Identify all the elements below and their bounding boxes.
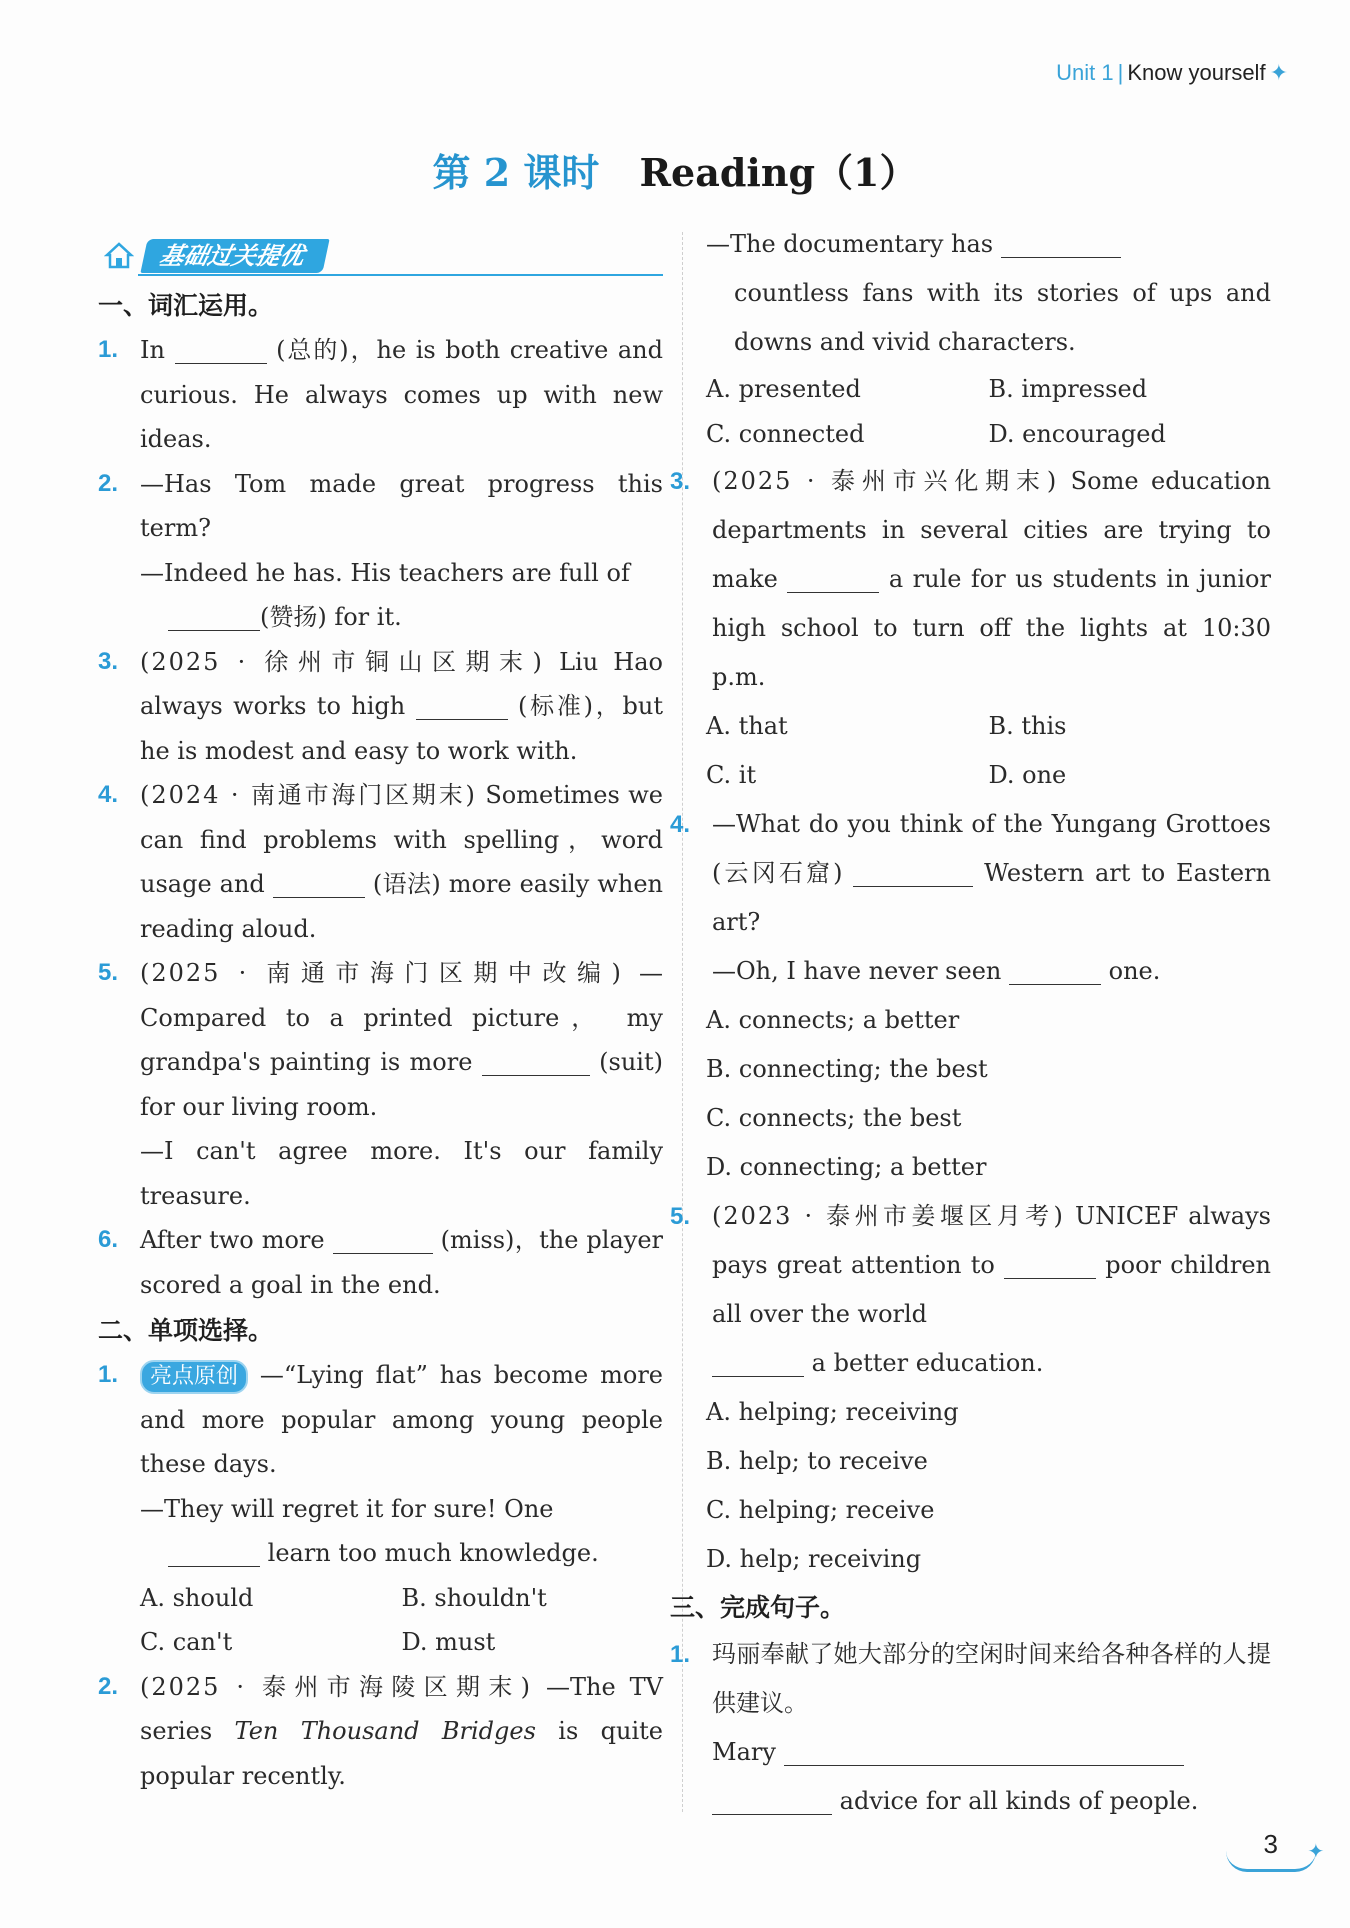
question-text: a rule for us students in junior high school to turn off the lights at 10:30 p.m. [712,565,1271,691]
question-text: In [140,336,165,364]
option-b[interactable]: B. shouldn't [401,1583,547,1612]
question-text: —Indeed he has. His teachers are full of [140,558,630,587]
question-text: (语法) more easily when reading aloud. [140,870,663,943]
unit-topic: Know yourself [1127,60,1266,85]
question-text: (标准)，but he is modest and easy to work with. [140,692,663,765]
option-b[interactable]: B. connecting; the best [706,1055,988,1083]
question-text: —They will regret it for sure! One [140,1494,554,1523]
question-number: 3. [670,468,691,495]
blank-input[interactable] [853,858,973,887]
question-text: a better education. [811,1349,1044,1377]
unit-label: Unit 1 [1056,60,1114,85]
question-vocab-5 [98,951,663,1218]
question-text: After two more [140,1226,325,1254]
banner-line [138,274,663,276]
question-text: UNICEF always pays great attention to [712,1202,1271,1279]
original-badge: 亮点原创 [140,1360,248,1394]
options-choice-5 [706,1388,1271,1584]
question-text: countless fans with its stories of ups and downs and vivid characters. [734,279,1271,356]
question-number: 1. [670,1641,691,1668]
option-a[interactable]: A. should [140,1583,254,1612]
question-text: —The TV series [140,1672,663,1745]
question-choice-3 [670,457,1271,702]
question-number: 2. [98,469,119,497]
blank-input[interactable] [787,564,879,593]
question-text: Liu Hao always works to high [140,647,663,720]
option-d[interactable]: D. encouraged [988,420,1166,448]
option-a[interactable]: A. connects; a better [706,1006,960,1034]
option-b[interactable]: B. help; to receive [706,1447,928,1475]
blank-input[interactable] [712,1348,804,1377]
question-text: —I can't agree more. It's our family treasure. [140,1137,663,1210]
option-c[interactable]: C. helping; receive [706,1496,935,1524]
question-number: 1. [98,1361,119,1388]
question-vocab-3 [98,640,663,774]
blank-input[interactable] [784,1737,1184,1766]
question-source: (2025 · 徐州市铜山区期末) [140,647,544,676]
question-text: is quite popular recently. [140,1717,663,1790]
question-number: 4. [670,811,691,838]
question-choice-4 [670,800,1271,996]
series-title: Ten Thousand Bridges [234,1717,536,1745]
section-choice-heading: 二、单项选择。 [98,1316,274,1345]
question-number: 4. [98,781,119,808]
question-choice-2 [98,1665,663,1799]
question-choice-1 [98,1353,663,1576]
blank-input[interactable] [168,1538,260,1567]
option-a[interactable]: A. that [706,712,788,740]
question-sentence-1 [670,1630,1271,1826]
option-c[interactable]: C. can't [140,1628,233,1656]
options-choice-3 [706,702,1271,800]
question-text: (总的)，he is both creative and curious. He always comes up with new ideas. [140,336,663,453]
blank-input[interactable] [1004,1250,1096,1279]
sparkle-icon: ✦ [1269,60,1288,85]
option-d[interactable]: D. one [988,761,1067,789]
blank-input[interactable] [333,1225,433,1254]
question-text: poor children all over the world [712,1251,1271,1328]
blank-input[interactable] [416,691,508,720]
section-sentence-heading: 三、完成句子。 [670,1593,846,1622]
chinese-prompt: 玛丽奉献了她大部分的空闲时间来给各种各样的人提供建议。 [712,1640,1271,1717]
question-source: (2025 · 泰州市兴化期末) [712,467,1059,495]
option-a[interactable]: A. helping; receiving [706,1398,959,1426]
question-text: advice for all kinds of people. [839,1787,1199,1815]
question-vocab-2 [98,462,663,640]
blank-input[interactable] [1001,229,1121,258]
reading-label: Reading（1） [639,150,918,195]
question-text: Some education departments in several cities are trying to make [712,467,1271,593]
question-text: (赞扬) for it. [260,603,402,631]
question-text: —Oh, I have never seen one. [712,957,1161,985]
options-choice-2 [706,367,1271,457]
question-text: Mary [712,1738,776,1766]
question-number: 2. [98,1672,119,1700]
options-choice-4 [706,996,1271,1192]
question-source: (2025 · 南通市海门区期中改编) [140,959,623,987]
header-separator: | [1117,60,1124,85]
question-text: —The documentary has [706,230,994,258]
question-text: (miss)，the player scored a goal in the end. [140,1226,663,1299]
blank-input[interactable] [482,1047,590,1076]
page-number-text: 3 [1263,1829,1278,1859]
question-number: 3. [98,647,119,675]
house-icon [104,240,134,270]
option-b[interactable]: B. this [988,712,1067,740]
blank-input[interactable] [273,869,365,898]
option-a[interactable]: A. presented [706,375,861,403]
option-b[interactable]: B. impressed [988,375,1148,403]
question-text: Sometimes we can find problems with spelling，word usage and [140,781,663,898]
option-c[interactable]: C. connects; the best [706,1104,962,1132]
question-number: 1. [98,336,119,363]
question-text: learn too much knowledge. [267,1539,599,1567]
options-choice-1 [98,1576,663,1665]
question-text: —Has Tom made great progress this term? [140,469,663,542]
question-text: (suit) for our living room. [140,1048,663,1121]
lesson-label: 第 2 课时 [432,150,600,195]
page-arc-decoration [1226,1851,1316,1872]
question-vocab-6 [98,1218,663,1307]
question-number: 5. [670,1203,691,1230]
unit-header [1056,60,1288,86]
banner-tag: 基础过关提优 [140,239,329,273]
answer-line [140,595,663,640]
option-c[interactable]: C. it [706,761,757,789]
question-text: —What do you think of the Yungang Grottoes (云冈石窟) [712,810,1271,887]
right-column [670,220,1271,1826]
question-text: —“Lying flat” has become more and more popular among young people these days. [140,1361,663,1478]
blank-input[interactable] [1009,956,1101,985]
section-vocab-heading: 一、词汇运用。 [98,291,274,320]
blank-input[interactable] [175,335,267,364]
question-source: (2023 · 泰州市姜堰区月考) [712,1202,1065,1230]
page-number [1263,1829,1325,1863]
option-d[interactable]: D. must [401,1628,496,1656]
question-number: 6. [98,1226,119,1253]
page-title [0,142,1350,197]
question-source: (2024 · 南通市海门区期末) [140,781,477,809]
blank-input[interactable] [168,602,260,631]
question-source: (2025 · 泰州市海陵区期末) [140,1672,533,1701]
section-banner [98,236,663,278]
question-text: — Compared to a printed picture， my grandpa's painting is more [140,959,663,1076]
blank-input[interactable] [712,1786,832,1815]
option-c[interactable]: C. connected [706,420,865,448]
option-d[interactable]: D. help; receiving [706,1545,922,1573]
answer-line [140,1531,663,1576]
question-text: Western art to Eastern art? [712,859,1271,936]
left-column [98,236,663,1798]
question-number: 5. [98,959,119,986]
question-choice-5 [670,1192,1271,1388]
question-choice-2-cont [706,220,1271,367]
question-vocab-1 [98,328,663,462]
question-vocab-4 [98,773,663,951]
sparkle-icon: ✦ [1307,1841,1325,1863]
option-d[interactable]: D. connecting; a better [706,1153,987,1181]
